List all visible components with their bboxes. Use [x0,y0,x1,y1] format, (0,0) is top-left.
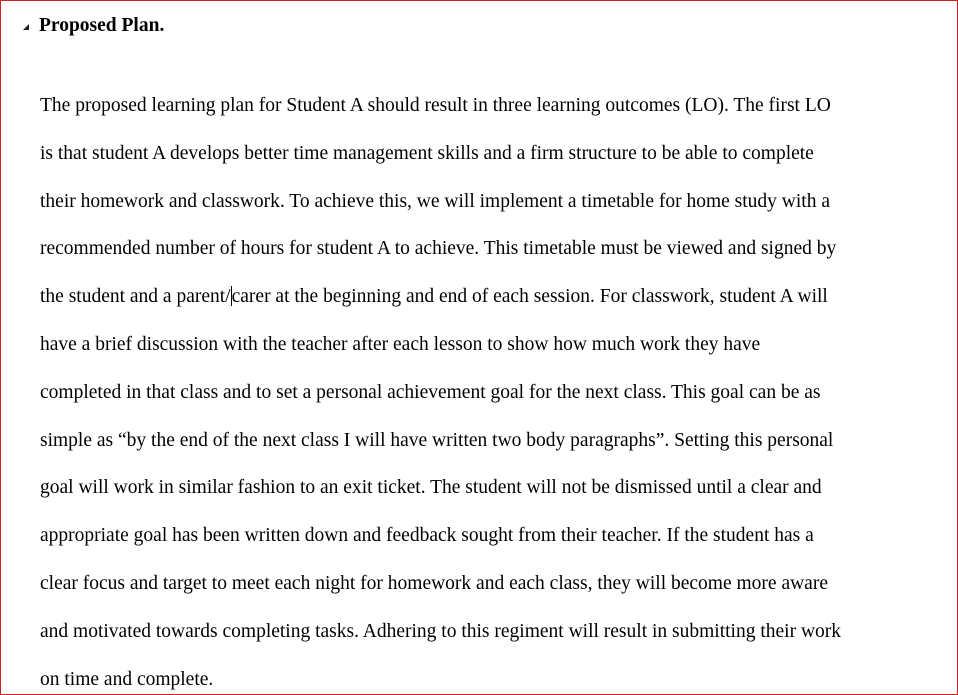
text-line: is that student A develops better time management skills and a firm structure to be able to complete [40,142,814,164]
collapse-triangle-icon[interactable] [23,24,29,30]
text-line: have a brief discussion with the teacher after each lesson to show how much work they have [40,333,761,355]
section-heading: Proposed Plan. [39,15,165,36]
text-line: their homework and classwork. To achieve this, we will implement a timetable for home study with a [40,190,830,212]
text-line: The proposed learning plan for Student A should result in three learning outcomes (LO). The first LO [40,95,831,116]
text-after-cursor: carer at the beginning and end of each session. For classwork, student A will [231,286,828,308]
text-line-with-cursor [40,273,841,321]
text-line: simple as “by the end of the next class I will have written two body paragraphs”. Setting this personal [40,429,834,451]
text-line: on time and complete. [40,668,214,690]
text-line: goal will work in similar fashion to an exit ticket. The student will not be dismissed until a clear and [40,477,822,499]
text-line: recommended number of hours for student A to achieve. This timetable must be viewed and signed by [40,238,837,260]
paragraph[interactable] [40,82,841,695]
text-line: appropriate goal has been written down and feedback sought from their teacher. If the student has a [40,525,814,547]
text-line: completed in that class and to set a personal achievement goal for the next class. This goal can be as [40,381,821,403]
text-line: clear focus and target to meet each night for homework and each class, they will become more aware [40,572,828,594]
text-line: and motivated towards completing tasks. Adhering to this regiment will result in submitting their work [40,620,842,642]
collapsible-heading[interactable] [23,14,164,38]
text-before-cursor: the student and a parent/ [40,286,231,308]
